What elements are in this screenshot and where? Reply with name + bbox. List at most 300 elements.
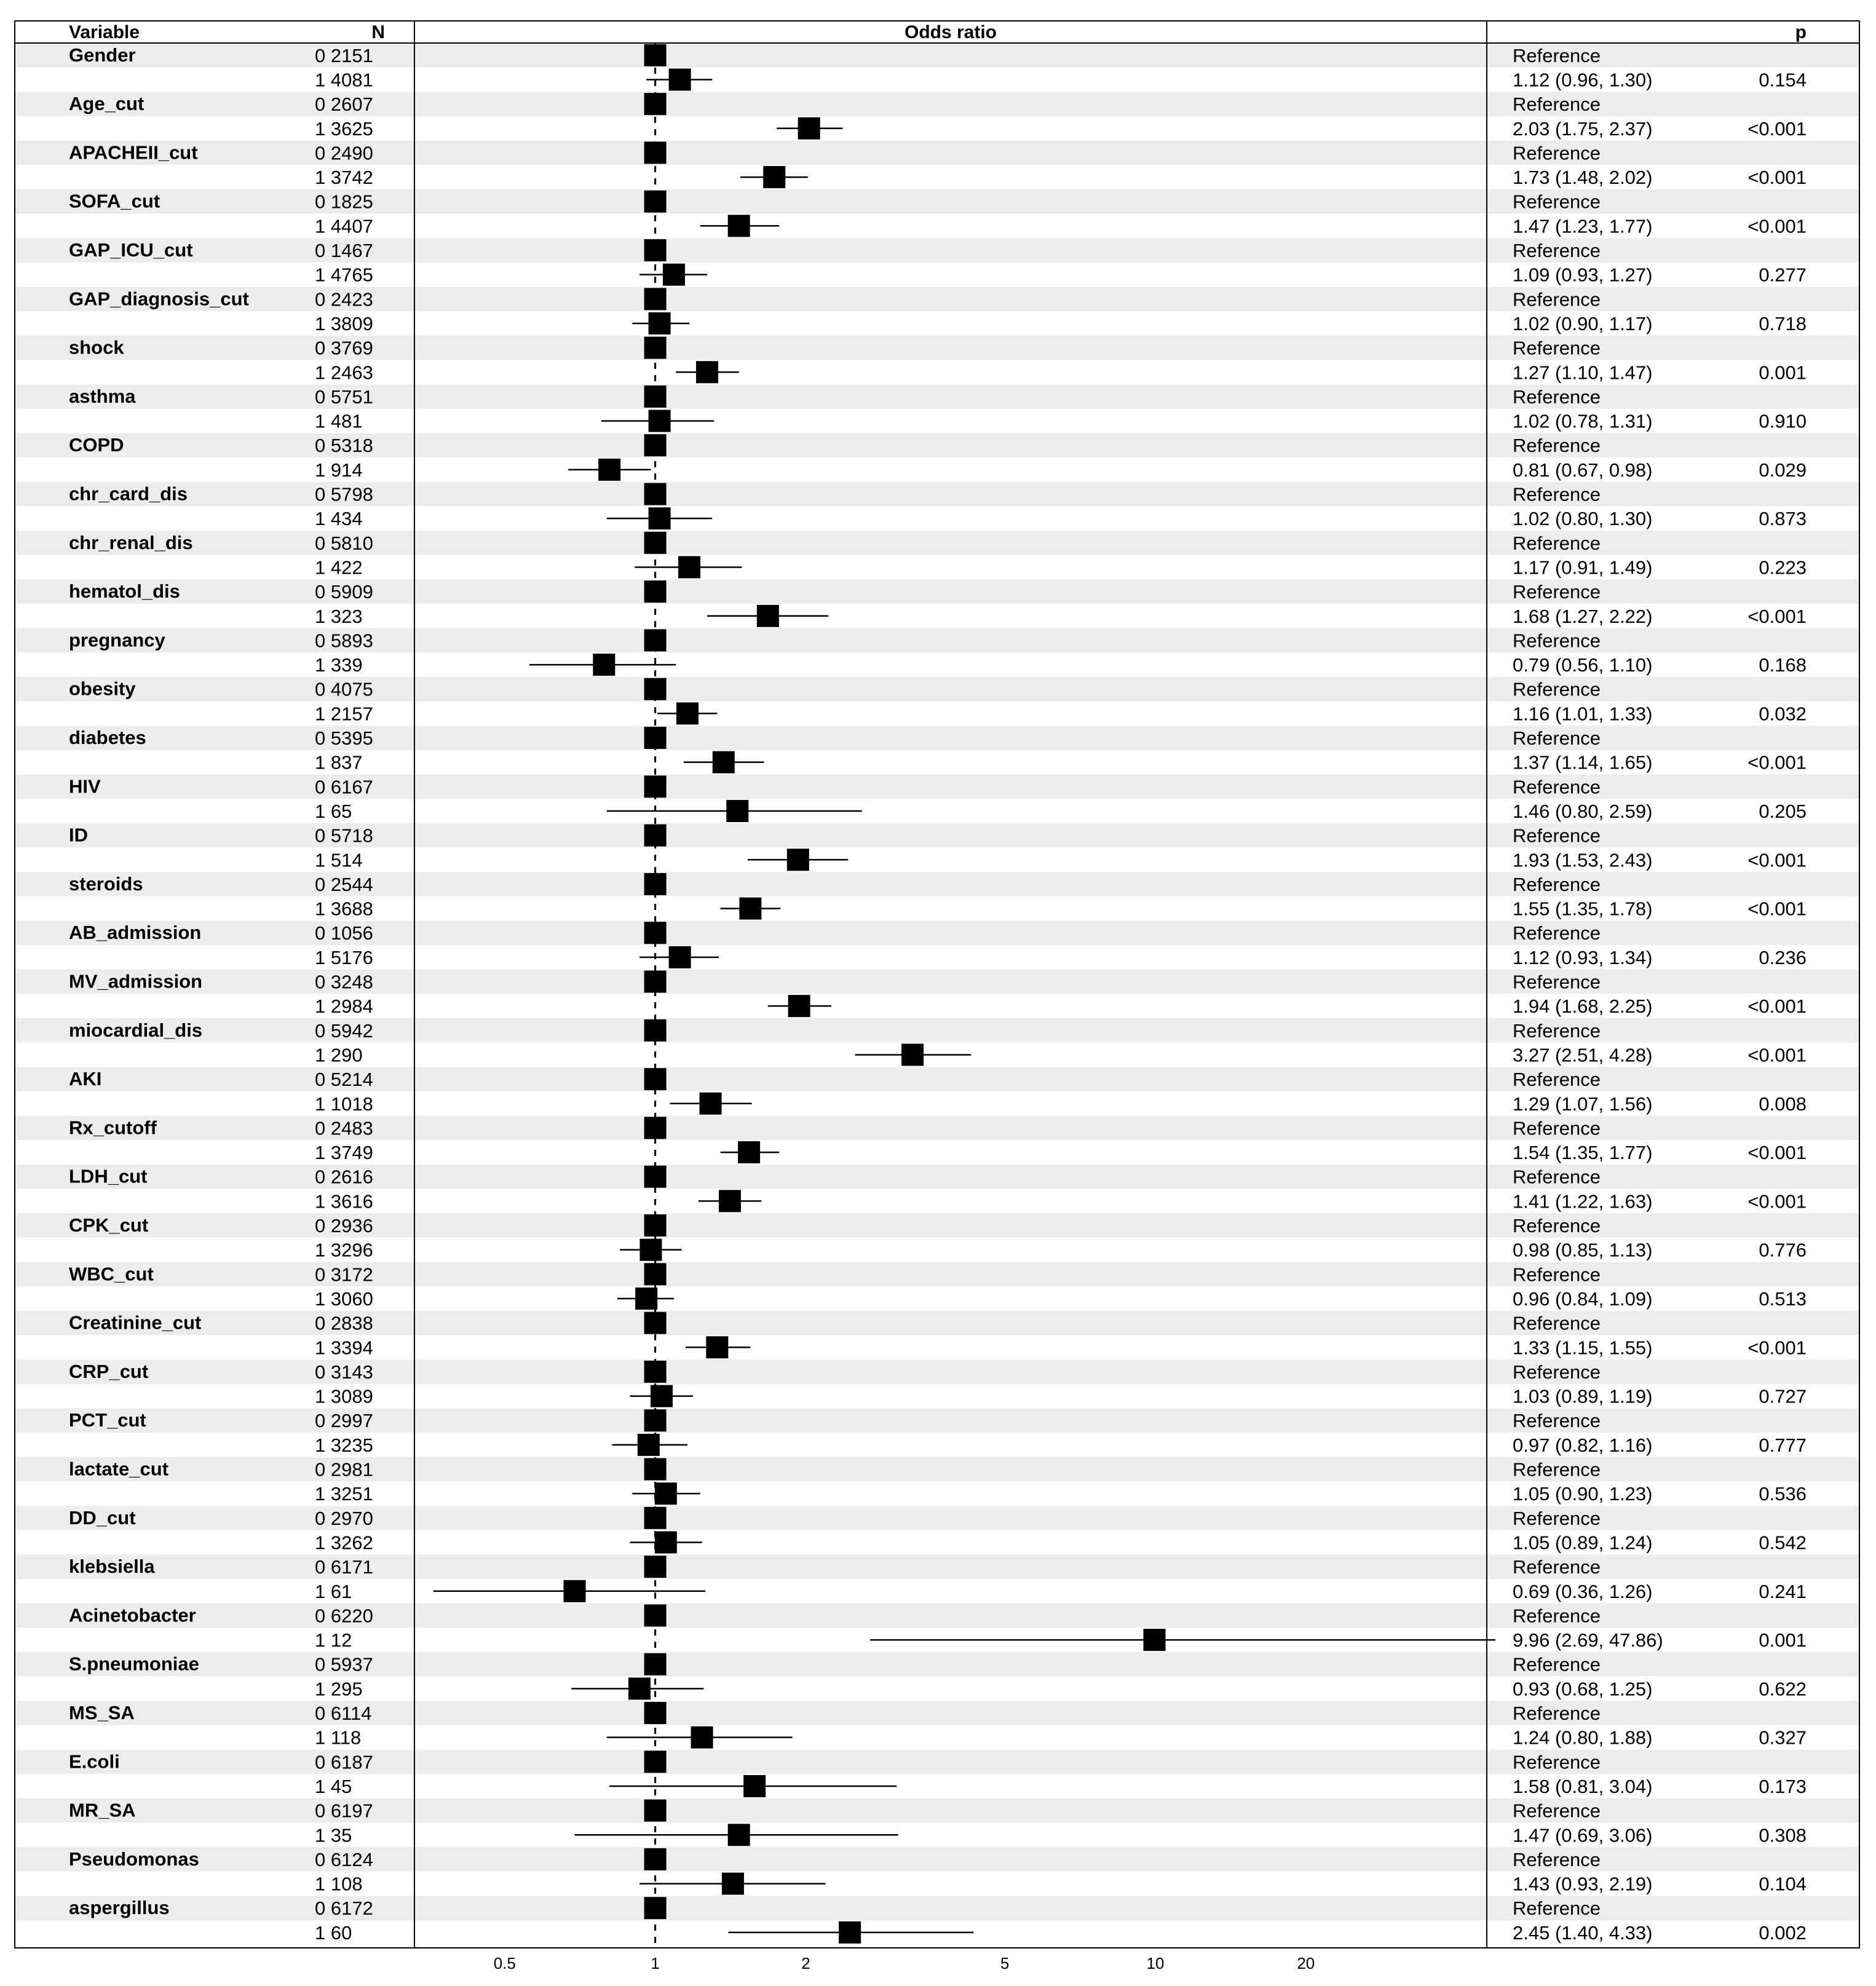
or-estimate: 1.68 (1.27, 2.22)	[1513, 605, 1653, 627]
variable-label: LDH_cut	[69, 1165, 148, 1187]
n-exposed: 1 35	[315, 1824, 352, 1846]
or-estimate: 1.94 (1.68, 2.25)	[1513, 995, 1653, 1018]
reference-point	[644, 191, 667, 213]
or-estimate: 1.47 (1.23, 1.77)	[1513, 215, 1653, 237]
variable-label: GAP_ICU_cut	[69, 239, 193, 261]
n-reference: 0 2838	[315, 1312, 373, 1334]
n-reference: 0 3248	[315, 971, 373, 993]
n-exposed: 1 2463	[315, 362, 373, 384]
x-tick-label: 20	[1297, 1954, 1315, 1972]
or-estimate: 0.97 (0.82, 1.16)	[1513, 1434, 1653, 1456]
n-reference: 0 6187	[315, 1751, 373, 1773]
reference-point	[644, 532, 667, 554]
or-point	[788, 995, 810, 1017]
n-exposed: 1 514	[315, 849, 363, 871]
variable-label: Acinetobacter	[69, 1604, 196, 1626]
or-point	[678, 556, 700, 578]
reference-point	[644, 629, 667, 651]
variable-label: WBC_cut	[69, 1263, 154, 1285]
n-exposed: 1 295	[315, 1678, 363, 1700]
n-exposed: 1 2157	[315, 703, 373, 725]
n-exposed: 1 1018	[315, 1093, 373, 1115]
variable-label: chr_card_dis	[69, 483, 188, 505]
n-exposed: 1 3749	[315, 1142, 373, 1164]
variable-label: Rx_cutoff	[69, 1117, 157, 1139]
p-value: 0.327	[1759, 1727, 1807, 1749]
variable-label: asthma	[69, 385, 136, 407]
reference-label: Reference	[1513, 1507, 1601, 1529]
p-value: 0.205	[1759, 800, 1807, 822]
p-value: <0.001	[1747, 1337, 1807, 1359]
or-estimate: 2.45 (1.40, 4.33)	[1513, 1921, 1653, 1944]
n-reference: 0 2423	[315, 288, 373, 311]
variable-label: E.coli	[69, 1751, 120, 1773]
or-estimate: 3.27 (2.51, 4.28)	[1513, 1044, 1653, 1066]
or-estimate: 1.29 (1.07, 1.56)	[1513, 1093, 1653, 1115]
or-point	[726, 800, 748, 822]
variable-label: AKI	[69, 1068, 102, 1090]
or-estimate: 1.12 (0.93, 1.34)	[1513, 946, 1653, 968]
reference-label: Reference	[1513, 1019, 1601, 1042]
n-exposed: 1 3625	[315, 117, 373, 140]
reference-point	[644, 1800, 667, 1822]
n-reference: 0 2490	[315, 142, 373, 164]
or-point	[901, 1043, 924, 1066]
or-estimate: 1.43 (0.93, 2.19)	[1513, 1873, 1653, 1895]
n-reference: 0 5318	[315, 435, 373, 457]
reference-label: Reference	[1513, 191, 1601, 213]
n-reference: 0 1467	[315, 240, 373, 262]
n-exposed: 1 3251	[315, 1483, 373, 1505]
n-reference: 0 2936	[315, 1215, 373, 1237]
reference-label: Reference	[1513, 1215, 1601, 1237]
reference-point	[644, 434, 667, 456]
p-value: <0.001	[1747, 898, 1807, 920]
variable-label: MV_admission	[69, 970, 203, 992]
n-exposed: 1 4407	[315, 215, 373, 237]
or-estimate: 1.03 (0.89, 1.19)	[1513, 1385, 1653, 1407]
or-estimate: 1.47 (0.69, 3.06)	[1513, 1824, 1653, 1846]
variable-label: lactate_cut	[69, 1458, 168, 1480]
p-value: <0.001	[1747, 167, 1807, 189]
or-point	[639, 1239, 662, 1261]
reference-point	[644, 922, 667, 944]
reference-label: Reference	[1513, 1264, 1601, 1286]
p-value: 0.002	[1759, 1921, 1807, 1944]
reference-label: Reference	[1513, 1166, 1601, 1188]
p-value: <0.001	[1747, 849, 1807, 871]
p-value: <0.001	[1747, 117, 1807, 140]
variable-label: steroids	[69, 872, 143, 895]
or-point	[663, 264, 685, 286]
n-reference: 0 3769	[315, 337, 373, 359]
or-point	[706, 1336, 728, 1358]
reference-label: Reference	[1513, 1703, 1601, 1725]
reference-label: Reference	[1513, 1897, 1601, 1920]
variable-label: chr_renal_dis	[69, 531, 193, 553]
variable-label: Age_cut	[69, 93, 144, 115]
reference-point	[644, 1409, 667, 1431]
variable-label: miocardial_dis	[69, 1019, 203, 1041]
or-point	[757, 605, 779, 627]
or-estimate: 1.58 (0.81, 3.04)	[1513, 1775, 1653, 1797]
n-exposed: 1 4765	[315, 264, 373, 286]
or-point	[1144, 1629, 1166, 1651]
or-point	[738, 1141, 760, 1163]
or-estimate: 1.16 (1.01, 1.33)	[1513, 703, 1653, 725]
reference-point	[644, 1897, 667, 1919]
reference-point	[644, 1604, 667, 1626]
or-point	[787, 849, 809, 871]
or-point	[564, 1580, 586, 1602]
variable-label: PCT_cut	[69, 1409, 146, 1431]
reference-label: Reference	[1513, 386, 1601, 408]
n-reference: 0 2997	[315, 1410, 373, 1432]
reference-point	[644, 971, 667, 993]
or-point	[676, 702, 699, 724]
p-value: <0.001	[1747, 751, 1807, 773]
p-value: <0.001	[1747, 1190, 1807, 1213]
reference-label: Reference	[1513, 1653, 1601, 1675]
p-value: 0.154	[1759, 69, 1807, 91]
n-reference: 0 6220	[315, 1605, 373, 1627]
p-value: 0.001	[1759, 362, 1807, 384]
reference-point	[644, 1019, 667, 1042]
p-value: 0.104	[1759, 1873, 1807, 1895]
reference-label: Reference	[1513, 727, 1601, 750]
n-reference: 0 5214	[315, 1069, 373, 1091]
n-reference: 0 6124	[315, 1848, 373, 1870]
n-exposed: 1 323	[315, 605, 363, 627]
or-point	[669, 946, 691, 968]
reference-point	[644, 386, 667, 408]
or-estimate: 1.02 (0.80, 1.30)	[1513, 508, 1653, 530]
reference-label: Reference	[1513, 971, 1601, 993]
or-point	[651, 1385, 673, 1407]
or-estimate: 0.81 (0.67, 0.98)	[1513, 459, 1653, 481]
n-reference: 0 2616	[315, 1166, 373, 1188]
n-exposed: 1 290	[315, 1044, 363, 1066]
n-reference: 0 1825	[315, 191, 373, 213]
variable-label: aspergillus	[69, 1897, 170, 1919]
or-estimate: 0.69 (0.36, 1.26)	[1513, 1580, 1653, 1602]
n-exposed: 1 3060	[315, 1288, 373, 1310]
n-exposed: 1 339	[315, 654, 363, 676]
reference-point	[644, 288, 667, 310]
reference-label: Reference	[1513, 483, 1601, 505]
reference-label: Reference	[1513, 678, 1601, 700]
reference-label: Reference	[1513, 922, 1601, 944]
variable-label: hematol_dis	[69, 580, 180, 603]
variable-label: AB_admission	[69, 922, 202, 944]
p-value: 0.029	[1759, 459, 1807, 481]
variable-label: CRP_cut	[69, 1360, 149, 1382]
n-exposed: 1 3809	[315, 312, 373, 334]
or-point	[691, 1727, 713, 1749]
or-estimate: 1.05 (0.89, 1.24)	[1513, 1532, 1653, 1554]
or-estimate: 0.98 (0.85, 1.13)	[1513, 1239, 1653, 1261]
reference-label: Reference	[1513, 1117, 1601, 1139]
p-value: 0.008	[1759, 1093, 1807, 1115]
or-estimate: 2.03 (1.75, 2.37)	[1513, 117, 1653, 140]
n-reference: 0 5751	[315, 386, 373, 408]
n-reference: 0 2981	[315, 1458, 373, 1481]
reference-point	[644, 1458, 667, 1481]
x-tick-label: 5	[1000, 1954, 1010, 1972]
or-point	[728, 215, 750, 237]
n-reference: 0 5810	[315, 532, 373, 554]
p-value: <0.001	[1747, 1044, 1807, 1066]
header-odds-ratio: Odds ratio	[904, 22, 997, 42]
n-exposed: 1 481	[315, 410, 363, 432]
header-p: p	[1795, 22, 1807, 42]
p-value: 0.173	[1759, 1775, 1807, 1797]
n-reference: 0 6167	[315, 776, 373, 798]
p-value: 0.776	[1759, 1239, 1807, 1261]
or-estimate: 1.02 (0.78, 1.31)	[1513, 410, 1653, 432]
reference-point	[644, 775, 667, 797]
p-value: 0.727	[1759, 1385, 1807, 1407]
reference-point	[644, 1848, 667, 1870]
n-exposed: 1 5176	[315, 946, 373, 968]
variable-label: COPD	[69, 434, 124, 456]
or-estimate: 0.79 (0.56, 1.10)	[1513, 654, 1653, 676]
variable-label: GAP_diagnosis_cut	[69, 288, 249, 310]
reference-label: Reference	[1513, 1361, 1601, 1383]
reference-label: Reference	[1513, 435, 1601, 457]
reference-label: Reference	[1513, 1605, 1601, 1627]
or-estimate: 1.55 (1.35, 1.78)	[1513, 898, 1653, 920]
variable-label: obesity	[69, 678, 136, 700]
reference-point	[644, 1653, 667, 1675]
p-value: 0.241	[1759, 1580, 1807, 1602]
n-exposed: 1 108	[315, 1873, 363, 1895]
reference-label: Reference	[1513, 1556, 1601, 1578]
n-reference: 0 5893	[315, 630, 373, 652]
variable-label: ID	[69, 824, 88, 846]
reference-label: Reference	[1513, 873, 1601, 895]
or-estimate: 9.96 (2.69, 47.86)	[1513, 1629, 1663, 1652]
n-reference: 0 3172	[315, 1264, 373, 1286]
n-reference: 0 3143	[315, 1361, 373, 1383]
reference-point	[644, 1751, 667, 1773]
variable-label: APACHEII_cut	[69, 141, 198, 164]
p-value: <0.001	[1747, 1142, 1807, 1164]
variable-label: MS_SA	[69, 1702, 135, 1724]
or-estimate: 1.27 (1.10, 1.47)	[1513, 362, 1653, 384]
reference-point	[644, 678, 667, 700]
variable-label: SOFA_cut	[69, 190, 160, 212]
n-reference: 0 5909	[315, 581, 373, 603]
or-point	[719, 1190, 741, 1212]
or-point	[655, 1482, 677, 1505]
n-exposed: 1 60	[315, 1921, 352, 1944]
n-exposed: 1 3394	[315, 1337, 373, 1359]
or-point	[638, 1434, 660, 1456]
reference-label: Reference	[1513, 1458, 1601, 1481]
n-exposed: 1 3262	[315, 1532, 373, 1554]
or-point	[635, 1288, 657, 1310]
variable-label: Gender	[69, 44, 136, 66]
reference-point	[644, 1312, 667, 1334]
variable-label: DD_cut	[69, 1506, 136, 1529]
reference-point	[644, 1361, 667, 1383]
or-estimate: 1.54 (1.35, 1.77)	[1513, 1142, 1653, 1164]
reference-point	[644, 44, 667, 66]
reference-label: Reference	[1513, 93, 1601, 116]
reference-point	[644, 1263, 667, 1285]
reference-point	[644, 873, 667, 895]
variable-label: pregnancy	[69, 629, 165, 651]
n-exposed: 1 45	[315, 1775, 352, 1797]
p-value: <0.001	[1747, 995, 1807, 1018]
or-estimate: 1.05 (0.90, 1.23)	[1513, 1483, 1653, 1505]
or-estimate: 1.12 (0.96, 1.30)	[1513, 69, 1653, 91]
n-exposed: 1 837	[315, 751, 363, 773]
or-point	[649, 410, 671, 432]
or-estimate: 1.33 (1.15, 1.55)	[1513, 1337, 1653, 1359]
variable-label: S.pneumoniae	[69, 1653, 199, 1675]
or-estimate: 0.96 (0.84, 1.09)	[1513, 1288, 1653, 1310]
or-estimate: 1.46 (0.80, 2.59)	[1513, 800, 1653, 822]
n-exposed: 1 3616	[315, 1190, 373, 1213]
header-variable: Variable	[69, 22, 140, 42]
or-point	[722, 1873, 744, 1895]
n-exposed: 1 2984	[315, 995, 373, 1018]
p-value: 0.873	[1759, 508, 1807, 530]
n-reference: 0 6171	[315, 1556, 373, 1578]
reference-label: Reference	[1513, 776, 1601, 798]
n-exposed: 1 3296	[315, 1239, 373, 1261]
reference-label: Reference	[1513, 240, 1601, 262]
or-point	[649, 507, 671, 529]
reference-point	[644, 1214, 667, 1236]
n-exposed: 1 3235	[315, 1434, 373, 1456]
x-tick-label: 10	[1146, 1954, 1165, 1972]
or-point	[598, 459, 620, 481]
n-exposed: 1 3089	[315, 1385, 373, 1407]
p-value: <0.001	[1747, 605, 1807, 627]
p-value: 0.277	[1759, 264, 1807, 286]
p-value: 0.622	[1759, 1678, 1807, 1700]
n-reference: 0 5937	[315, 1653, 373, 1675]
n-exposed: 1 422	[315, 556, 363, 579]
n-reference: 0 5942	[315, 1019, 373, 1042]
or-point	[655, 1531, 677, 1553]
p-value: 0.513	[1759, 1288, 1807, 1310]
n-reference: 0 1056	[315, 922, 373, 944]
reference-point	[644, 483, 667, 505]
reference-label: Reference	[1513, 1800, 1601, 1822]
n-exposed: 1 3688	[315, 898, 373, 920]
n-exposed: 1 118	[315, 1727, 362, 1749]
reference-label: Reference	[1513, 532, 1601, 554]
reference-label: Reference	[1513, 1848, 1601, 1870]
or-point	[763, 166, 785, 188]
variable-label: Creatinine_cut	[69, 1311, 202, 1334]
reference-point	[644, 1507, 667, 1529]
reference-label: Reference	[1513, 1069, 1601, 1091]
variable-label: CPK_cut	[69, 1214, 149, 1236]
or-point	[669, 68, 691, 90]
n-exposed: 1 914	[315, 459, 363, 481]
n-reference: 0 6197	[315, 1800, 373, 1822]
n-reference: 0 2544	[315, 873, 373, 895]
p-value: 0.236	[1759, 946, 1807, 968]
p-value: 0.718	[1759, 312, 1807, 334]
n-reference: 0 6114	[315, 1703, 372, 1725]
p-value: 0.777	[1759, 1434, 1807, 1456]
reference-label: Reference	[1513, 581, 1601, 603]
p-value: 0.032	[1759, 703, 1807, 725]
variable-label: klebsiella	[69, 1556, 155, 1578]
reference-label: Reference	[1513, 288, 1601, 311]
n-reference: 0 5395	[315, 727, 373, 750]
reference-point	[644, 1166, 667, 1188]
n-reference: 0 2607	[315, 93, 373, 116]
p-value: 0.308	[1759, 1824, 1807, 1846]
reference-point	[644, 1117, 667, 1139]
p-value: <0.001	[1747, 215, 1807, 237]
n-exposed: 1 12	[315, 1629, 352, 1652]
or-estimate: 1.09 (0.93, 1.27)	[1513, 264, 1653, 286]
reference-point	[644, 239, 667, 261]
or-estimate: 1.24 (0.80, 1.88)	[1513, 1727, 1653, 1749]
n-reference: 0 5718	[315, 825, 373, 847]
reference-label: Reference	[1513, 825, 1601, 847]
x-tick-label: 2	[801, 1954, 810, 1972]
reference-label: Reference	[1513, 630, 1601, 652]
n-reference: 0 6172	[315, 1897, 373, 1920]
or-point	[593, 654, 615, 676]
or-estimate: 1.41 (1.22, 1.63)	[1513, 1190, 1653, 1213]
variable-label: diabetes	[69, 727, 146, 749]
reference-point	[644, 1556, 667, 1578]
n-exposed: 1 4081	[315, 69, 373, 91]
variable-label: Pseudomonas	[69, 1848, 199, 1870]
variable-label: MR_SA	[69, 1799, 136, 1821]
n-reference: 0 2970	[315, 1507, 373, 1529]
n-exposed: 1 3742	[315, 167, 373, 189]
variable-label: shock	[69, 336, 124, 358]
or-point	[839, 1921, 861, 1944]
x-tick-label: 0.5	[493, 1954, 516, 1972]
reference-label: Reference	[1513, 142, 1601, 164]
or-point	[728, 1824, 750, 1846]
reference-label: Reference	[1513, 337, 1601, 359]
or-point	[798, 117, 820, 140]
reference-point	[644, 825, 667, 847]
reference-point	[644, 337, 667, 359]
reference-point	[644, 1068, 667, 1090]
reference-point	[644, 727, 667, 749]
n-exposed: 1 61	[315, 1580, 352, 1602]
reference-point	[644, 93, 667, 115]
p-value: 0.542	[1759, 1532, 1807, 1554]
p-value: 0.536	[1759, 1483, 1807, 1505]
variable-label: HIV	[69, 775, 101, 797]
or-estimate: 0.93 (0.68, 1.25)	[1513, 1678, 1653, 1700]
reference-point	[644, 1702, 667, 1724]
p-value: 0.168	[1759, 654, 1807, 676]
n-reference: 0 4075	[315, 678, 373, 700]
x-tick-label: 1	[651, 1954, 660, 1972]
or-estimate: 1.37 (1.14, 1.65)	[1513, 751, 1653, 773]
reference-label: Reference	[1513, 1751, 1601, 1773]
or-point	[628, 1677, 651, 1699]
or-point	[743, 1775, 766, 1797]
or-point	[739, 898, 761, 920]
